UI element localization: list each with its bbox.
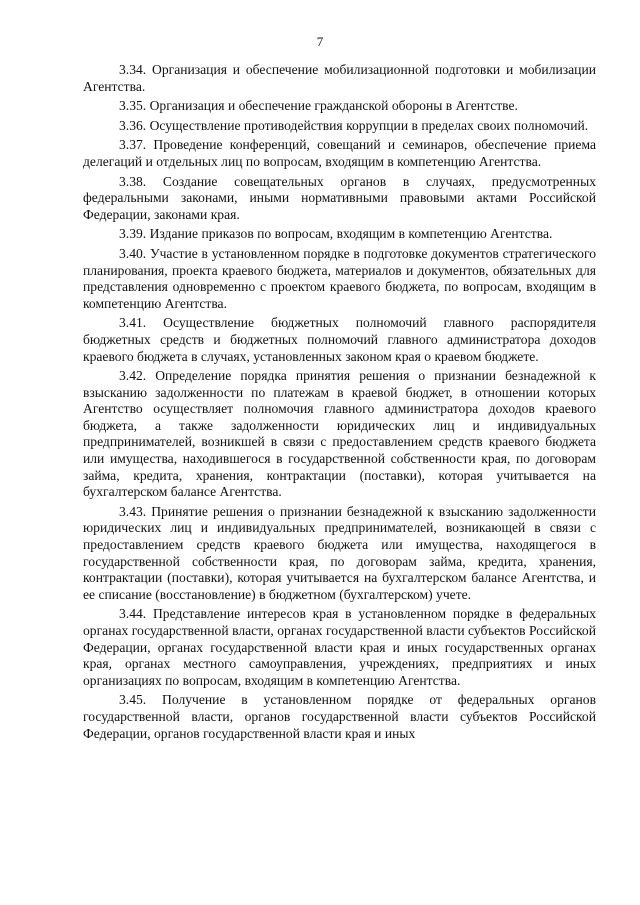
page-number: 7	[316, 34, 324, 49]
paragraph-3-35: 3.35. Организация и обеспечение гражданской обороны в Агентстве.	[119, 98, 518, 114]
paragraph-3-34: 3.34. Организация и обеспечение мобилизационной подготовки и мобилизации Агентства.	[83, 62, 596, 94]
document-body	[83, 62, 596, 745]
paragraph-3-41: 3.41. Осуществление бюджетных полномочий главного распорядителя бюджетных средств и бюджетных полномочий главного администратора доходов краевого бюджета в случаях, установленных законом края о краевом бюджете.	[83, 315, 596, 364]
paragraph-3-45: 3.45. Получение в установленном порядке от федеральных органов государственной власти, органов государственной власти субъектов Российской Федерации, органов государственной власти края и иных	[83, 692, 596, 741]
paragraph-3-42: 3.42. Определение порядка принятия решения о признании безнадежной к взысканию задолженности по платежам в краевой бюджет, в отношении которых Агентство осуществляет полномочия главного администратора доходов краевого бюджета, а также задолженности юридических лиц и индивидуальных предпринимателей, возникшей в связи с предоставлением средств краевого бюджета или имущества, находившегося в государственной собственности края, по договорам займа, кредита, хранения, контрактации (поставки), которая учитывается на бухгалтерском балансе Агентства.	[83, 368, 596, 500]
paragraph-3-37: 3.37. Проведение конференций, совещаний и семинаров, обеспечение приема делегаций и отдельных лиц по вопросам, входящим в компетенцию Агентства.	[83, 137, 596, 169]
paragraph-3-38: 3.38. Создание совещательных органов в случаях, предусмотренных федеральными законами, иными нормативными правовыми актами Российской Федерации, законами края.	[83, 173, 596, 222]
paragraph-3-44: 3.44. Представление интересов края в установленном порядке в федеральных органах государственной власти, органах государственной власти субъектов Российской Федерации, органах государственной власти края и иных государственных органах края, органах местного самоуправления, учреждениях, предприятиях и иных организациях по вопросам, входящим в компетенцию Агентства.	[83, 606, 596, 688]
paragraph-3-40: 3.40. Участие в установленном порядке в подготовке документов стратегического планирования, проекта краевого бюджета, материалов и документов, обязательных для представления одновременно с проектом краевого бюджета, по вопросам, входящим в компетенцию Агентства.	[83, 245, 596, 311]
paragraph-3-43: 3.43. Принятие решения о признании безнадежной к взысканию задолженности юридических лиц и индивидуальных предпринимателей, возникающей в связи с предоставлением средств краевого бюджета или имущества, находящегося в государственной собственности края, по договорам займа, кредита, хранения, контрактации (поставки), которая учитывается на бухгалтерском балансе Агентства, и ее списание (восстановление) в бюджетном (бухгалтерском) учете.	[83, 503, 596, 602]
paragraph-3-36: 3.36. Осуществление противодействия коррупции в пределах своих полномочий.	[119, 117, 589, 133]
paragraph-3-39: 3.39. Издание приказов по вопросам, входящим в компетенцию Агентства.	[119, 226, 553, 242]
